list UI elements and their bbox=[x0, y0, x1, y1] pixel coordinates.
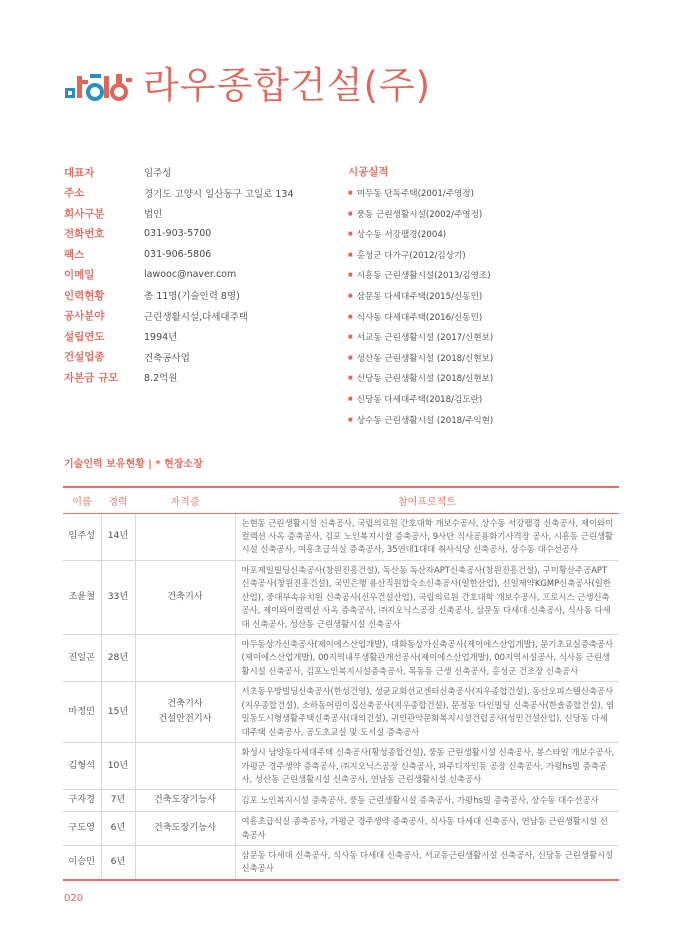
staff-career: 7년 bbox=[101, 790, 135, 812]
staff-name: 마정민 bbox=[63, 682, 101, 743]
staff-section-title: 기술인력 보유현황 | * 현장소장 bbox=[64, 459, 203, 470]
staff-career: 10년 bbox=[101, 743, 135, 790]
info-label: 이메일 bbox=[64, 269, 95, 282]
staff-projects: 서초동우방빌딩신축공사(한성건영), 성균교회선교센터신축공사(지우종합건설), 동산오피스텔신축공사(지우종합건설), 소하동어린이집신축공사(지우종합건설), 문정동 다인빌딩 신축공사(한솔종합건설), 염밀동도시형생활주택신축공사(대의건설), 귀인관악문화복지시설건립공사(성민건설산업), 신당동 다세대주택 신축공사, 공도초교실 및 도서실 증축공사 bbox=[235, 682, 619, 743]
staff-name: 구도영 bbox=[63, 812, 101, 846]
staff-projects: 마두동상가신축공사(제이에스산업개발), 대화동상가신축공사(제이에스산업개발), 문기초교실증축공사(제이에스산업개발), 00지역내무생활관개선공사(제이에스산업개발), 00지역시설공사, 식사동 근린생활시설 신축공사, 김포노인복지시설증축공사, 목동동 근생 신축공사, 홍성군 건조장 신축공사 bbox=[235, 635, 619, 682]
staff-projects: 논현동 근린생활시설 신축공사, 국립의료원 간호대학 개보수공사, 상수동 서강팰경 신축공사, 제이와이컬렉션 사옥 증축공사, 김포 노인복지시설 증축공사, 9사단 직사공용화기사격장 공사, 시흥동 근린생활시설 신축공사, 여흥초급식실 증축공사, 35연대1대대 취사식당 신축공사, 상수동 대수선공사 bbox=[235, 513, 619, 560]
table-row bbox=[63, 743, 619, 790]
info-value: 총 11명(기술인력 8명) bbox=[144, 291, 240, 303]
info-row bbox=[64, 224, 344, 245]
header-career: 경력 bbox=[101, 487, 135, 513]
header-projects: 참여프로젝트 bbox=[235, 487, 619, 513]
info-value: 법인 bbox=[144, 209, 163, 221]
info-row bbox=[64, 203, 344, 224]
staff-career: 33년 bbox=[101, 560, 135, 634]
staff-license bbox=[135, 635, 235, 682]
info-label: 대표자 bbox=[64, 166, 95, 179]
staff-career: 6년 bbox=[101, 812, 135, 846]
info-value: 경기도 고양시 일산동구 고일로 134 bbox=[144, 188, 294, 200]
staff-projects: 여흥초급식실 증축공사, 가평군 경주생약 증축공사, 식사동 다세대 신축공사, 연남동 근린생활시설 신축공사 bbox=[235, 812, 619, 846]
performance-item: ■ 상수동 근린생활시설 (2018/주익현) bbox=[348, 410, 648, 431]
info-value: 건축공사업 bbox=[144, 352, 190, 364]
staff-license bbox=[135, 845, 235, 879]
info-row bbox=[64, 183, 344, 204]
page-number: 020 bbox=[64, 893, 84, 904]
staff-projects: 삼문동 다세대 신축공사, 식사동 다세대 신축공사, 서교동근린생활시설 신축공사, 신당동 근린생활시설 신축공사 bbox=[235, 845, 619, 879]
info-label: 설립연도 bbox=[64, 330, 105, 343]
table-row bbox=[63, 635, 619, 682]
info-label: 공사분야 bbox=[64, 310, 105, 323]
info-value: 8.2억원 bbox=[144, 373, 178, 385]
info-value: 1994년 bbox=[144, 332, 178, 344]
info-label: 주소 bbox=[64, 187, 85, 200]
info-row bbox=[64, 265, 344, 286]
performance-item: ■ 식사동 다세대주택(2016/신동민) bbox=[348, 307, 648, 328]
performance-list bbox=[348, 183, 648, 430]
header-license: 자격증 bbox=[135, 487, 235, 513]
staff-career: 14년 bbox=[101, 513, 135, 560]
info-value: 031-903-5700 bbox=[144, 228, 212, 240]
performance-item: ■ 성산동 근린생활시설 (2018/신현보) bbox=[348, 348, 648, 369]
staff-projects: 화성시 남양동다세대주택 신축공사(황성종합건설), 풍동 근린생활시설 신축공사, 봉스타일 개보수공사, 가평군 경주생약 증축공사, ㈜지오닉스공장 신축공사, 파주디자인동 공장 신축공사, 가평hs빌 증축공사, 성산동 근린생활시설 신축공사, 연남동 근린생활시설 신축공사 bbox=[235, 743, 619, 790]
performance-item: ■ 신당동 근린생활시설 (2018/신현보) bbox=[348, 368, 648, 389]
staff-name: 김형석 bbox=[63, 743, 101, 790]
staff-projects: 마포제일빌딩신축공사(창원진흥건설), 독산동 독산자APT신축공사(창원진흥건설), 구미황산주공APT신축공사(창원진흥건설), 국민은행 용산직원합숙소신축공사(일한산업), 신일제약KGMP신축공사(일한산업), 중대부속유치원 신축공사(신우건설산업), 국립의료원 간호대학 개보수공사, 프로시스 근생신축공사, 제이와이컬렉션 사옥 증축공사, ㈜지오닉스공장 신축공사, 삼문동 다세대 신축공사, 식사동 다세대 신축공사, 성산동 근린생활시설 신축공사 bbox=[235, 560, 619, 634]
table-row bbox=[63, 845, 619, 879]
info-row bbox=[64, 244, 344, 265]
info-row bbox=[64, 347, 344, 368]
table-row bbox=[63, 790, 619, 812]
staff-license: 건축기사 건설안전기사 bbox=[135, 682, 235, 743]
performance-title: 시공실적 bbox=[348, 166, 389, 178]
performance-item: ■ 삼문동 다세대주택(2015/신동민) bbox=[348, 286, 648, 307]
performance-item: ■ 홍성군 다가구(2012/김상기) bbox=[348, 245, 648, 266]
table-row bbox=[63, 513, 619, 560]
info-label: 건설업종 bbox=[64, 351, 105, 364]
staff-name: 진일곤 bbox=[63, 635, 101, 682]
performance-section bbox=[348, 162, 648, 430]
company-logo-icon bbox=[63, 58, 135, 106]
company-name: 라우종합건설(주) bbox=[143, 64, 432, 107]
performance-item: ■ 신당동 다세대주택(2018/김도란) bbox=[348, 389, 648, 410]
info-label: 팩스 bbox=[64, 248, 85, 261]
performance-item: ■ 풍동 근린생활시설(2002/주영정) bbox=[348, 204, 648, 225]
performance-item: ■ 상수동 서강팰경(2004) bbox=[348, 224, 648, 245]
table-row bbox=[63, 560, 619, 634]
staff-license: 건축도장기능사 bbox=[135, 812, 235, 846]
company-info bbox=[64, 162, 344, 388]
staff-license bbox=[135, 513, 235, 560]
info-value: 근린생활시설,다세대주택 bbox=[144, 311, 248, 323]
staff-career: 6년 bbox=[101, 845, 135, 879]
performance-item: ■ 시흥동 근린생활시설(2013/김영조) bbox=[348, 265, 648, 286]
info-label: 회사구분 bbox=[64, 207, 105, 220]
info-row bbox=[64, 326, 344, 347]
info-label: 전화번호 bbox=[64, 228, 105, 241]
staff-table-header bbox=[63, 487, 619, 513]
staff-license: 건축도장기능사 bbox=[135, 790, 235, 812]
staff-career: 28년 bbox=[101, 635, 135, 682]
info-row bbox=[64, 285, 344, 306]
staff-name: 조윤철 bbox=[63, 560, 101, 634]
info-value: lawooc@naver.com bbox=[144, 269, 237, 281]
info-value: 031-906-5806 bbox=[144, 248, 212, 260]
staff-table bbox=[63, 486, 619, 881]
table-row bbox=[63, 682, 619, 743]
info-row bbox=[64, 162, 344, 183]
staff-table-body bbox=[63, 513, 619, 880]
info-row bbox=[64, 367, 344, 388]
info-label: 자본금 규모 bbox=[64, 371, 119, 384]
staff-license bbox=[135, 743, 235, 790]
performance-item: ■ 미두동 단독주택(2001/주영정) bbox=[348, 183, 648, 204]
table-row bbox=[63, 812, 619, 846]
header-name: 이름 bbox=[63, 487, 101, 513]
staff-name: 이승민 bbox=[63, 845, 101, 879]
staff-license: 건축기사 bbox=[135, 560, 235, 634]
info-row bbox=[64, 306, 344, 327]
performance-item: ■ 서교동 근린생활시설 (2017/신현보) bbox=[348, 327, 648, 348]
staff-name: 구자경 bbox=[63, 790, 101, 812]
info-label: 인력현황 bbox=[64, 289, 105, 302]
staff-projects: 김포 노인복지시설 증축공사, 풍동 근린생활시설 증축공사, 가평hs빌 증축공사, 상수동 대수선공사 bbox=[235, 790, 619, 812]
header bbox=[63, 52, 431, 112]
info-value: 임주성 bbox=[144, 168, 172, 180]
staff-name: 임주성 bbox=[63, 513, 101, 560]
staff-career: 15년 bbox=[101, 682, 135, 743]
